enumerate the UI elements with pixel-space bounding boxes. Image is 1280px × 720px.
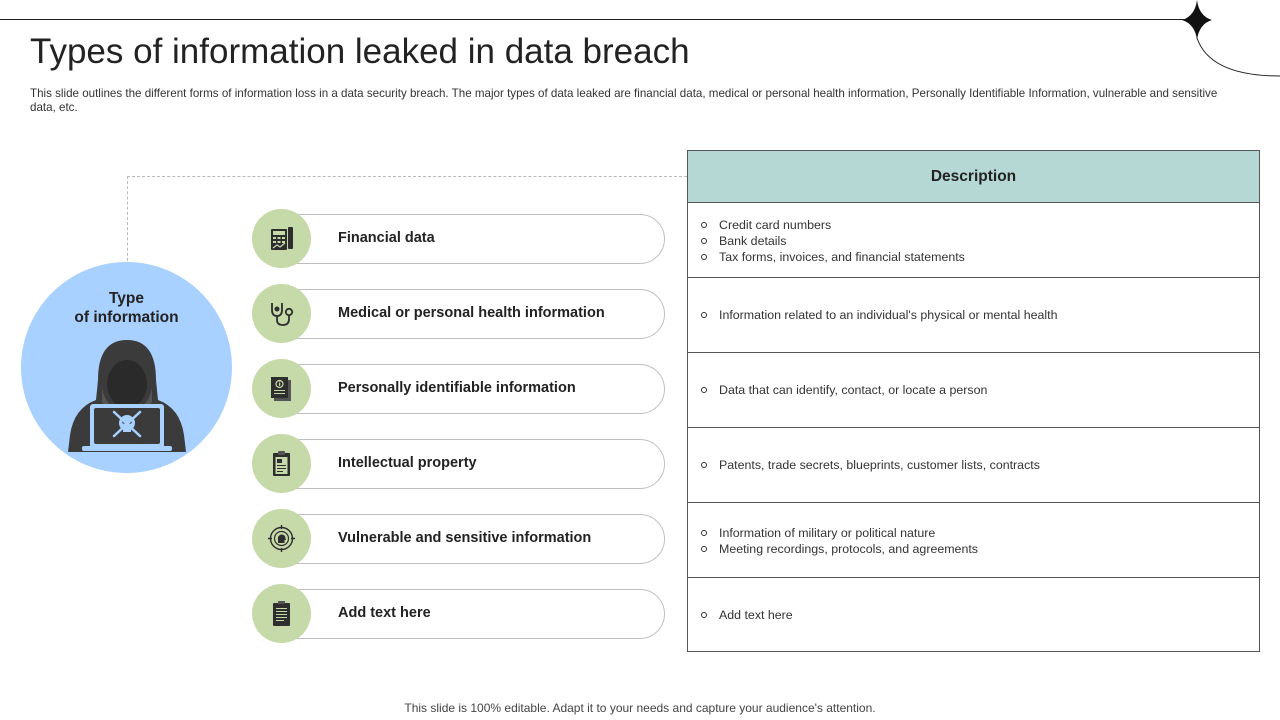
bullet-list <box>701 525 978 557</box>
hacker-icon <box>68 340 186 452</box>
footer-note: This slide is 100% editable. Adapt it to your needs and capture your audience's attention. <box>404 701 876 715</box>
item-label: Add text here <box>338 605 431 621</box>
type-of-information-circle <box>21 262 232 473</box>
clipboard-icon <box>268 450 295 477</box>
item-pill-add-text <box>256 589 665 639</box>
item-icon-circle-add-text <box>252 584 311 643</box>
bullet-list <box>701 307 1057 323</box>
bullet-item: Information related to an individual's physical or mental health <box>701 307 1057 323</box>
page-subtitle: This slide outlines the different forms of information loss in a data security breach. The major types of data leaked are financial data, medical or personal health information, Personally Identifiable Information, vulnerable and sensitive data, etc. <box>30 87 1218 114</box>
center-label <box>21 289 232 327</box>
bullet-item: Credit card numbers <box>701 217 965 233</box>
table-row <box>688 278 1259 353</box>
item-label: Intellectual property <box>338 455 477 471</box>
table-row <box>688 578 1259 651</box>
bullet-list <box>701 457 1040 473</box>
table-header-label: Description <box>930 168 1017 185</box>
bullet-item: Add text here <box>701 607 793 623</box>
stethoscope-icon <box>268 300 295 327</box>
target-head-icon <box>268 525 295 552</box>
center-label-line1: Type <box>108 290 145 307</box>
item-icon-circle-vulnerable-sensitive <box>252 509 311 568</box>
bullet-item: Data that can identify, contact, or locate a person <box>701 382 987 398</box>
table-row <box>688 353 1259 428</box>
item-icon-circle-financial-data <box>252 209 311 268</box>
bullet-list <box>701 382 987 398</box>
bullet-list <box>701 607 793 623</box>
item-label: Financial data <box>338 230 435 246</box>
item-icon-circle-intellectual-property <box>252 434 311 493</box>
item-label: Personally identifiable information <box>338 380 576 396</box>
center-label-line2: of information <box>74 309 179 326</box>
description-table <box>687 150 1260 652</box>
bullet-item: Meeting recordings, protocols, and agreements <box>701 541 978 557</box>
id-document-icon <box>268 375 295 402</box>
bullet-item: Patents, trade secrets, blueprints, customer lists, contracts <box>701 457 1040 473</box>
table-header <box>688 151 1259 203</box>
table-row <box>688 428 1259 503</box>
item-label: Medical or personal health information <box>338 305 605 321</box>
item-pill-vulnerable-sensitive <box>256 514 665 564</box>
bullet-list <box>701 217 965 265</box>
item-pill-intellectual-property <box>256 439 665 489</box>
table-row <box>688 503 1259 578</box>
item-pill-personally-identifiable <box>256 364 665 414</box>
page-title: Types of information leaked in data breach <box>30 32 690 71</box>
star-decoration-icon <box>1170 0 1280 80</box>
item-label: Vulnerable and sensitive information <box>338 530 592 546</box>
bullet-item: Information of military or political nature <box>701 525 978 541</box>
item-pill-medical-information <box>256 289 665 339</box>
bullet-item: Bank details <box>701 233 965 249</box>
item-pill-financial-data <box>256 214 665 264</box>
item-icon-circle-medical-information <box>252 284 311 343</box>
table-row <box>688 203 1259 278</box>
bullet-item: Tax forms, invoices, and financial statements <box>701 249 965 265</box>
item-icon-circle-personally-identifiable <box>252 359 311 418</box>
notepad-icon <box>268 600 295 627</box>
calculator-icon <box>268 225 295 252</box>
top-divider-line <box>0 19 1195 20</box>
